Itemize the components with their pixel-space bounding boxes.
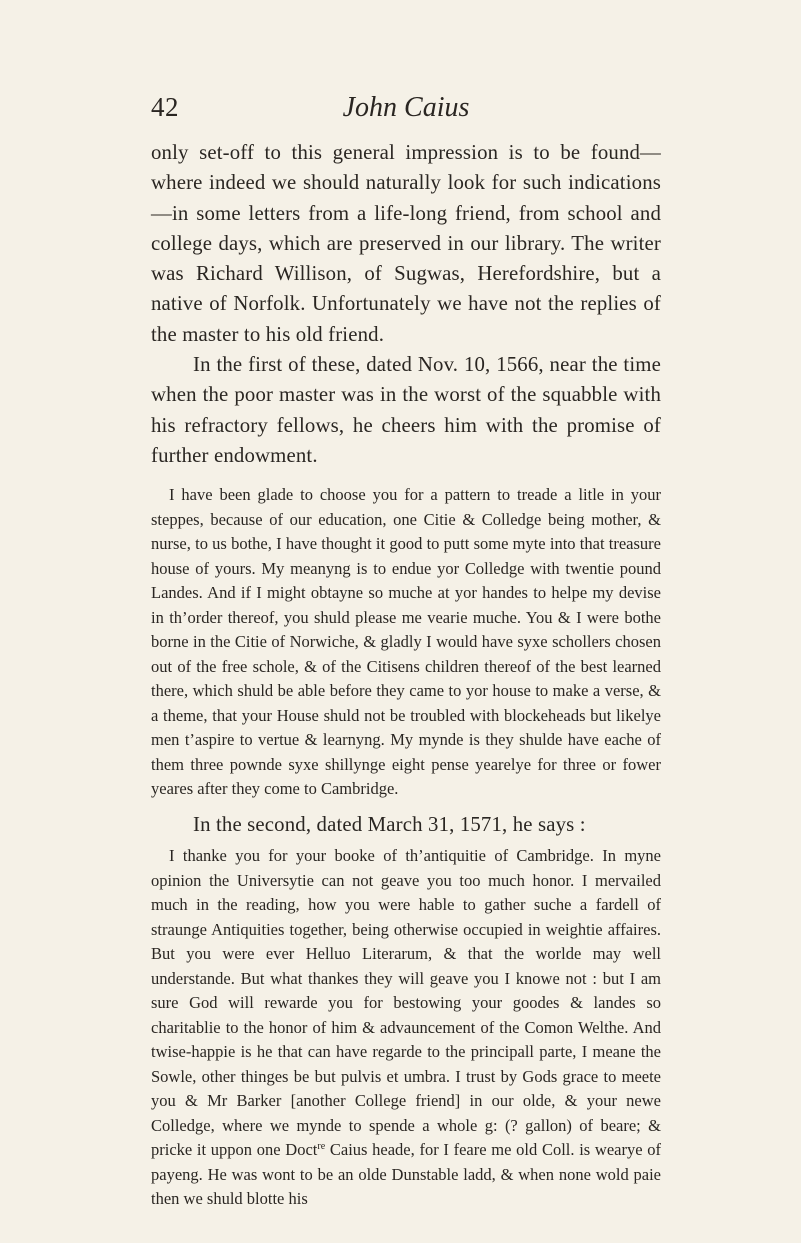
page-number: 42	[151, 92, 179, 122]
body-paragraph-2: In the first of these, dated Nov. 10, 1566, near the time when the poor master was in the worst of the squabble with his refractory fellows, he cheers him with the promise of further endowment.	[151, 353, 661, 467]
superscript-abbreviation: re	[317, 1141, 326, 1153]
body-paragraph-3: In the second, dated March 31, 1571, he says :	[193, 812, 586, 836]
letter-quote-2	[151, 844, 661, 1212]
letter-quote-1: I have been glade to choose you for a pattern to treade a litle in your steppes, because of our education, one Citie & Colledge being mother, & nurse, to us bothe, I have thought it good to putt some myte into that treasure house of yours. My meanyng is to endue yor Colledge with twentie pound Landes. And if I might obtayne so muche at yor handes to helpe my devise in th’order thereof, you shuld please me vearie muche. You & I were bothe borne in the Citie of Norwiche, & gladly I would have syxe schollers chosen out of the free schole, & of the Citisens children thereof of the best learned there, which shuld be able before they came to yor house to make a verse, & a theme, that your House shuld not be troubled with blockeheads but likelye men t’aspire to vertue & learnyng. My mynde is they shulde have eache of them three pownde syxe shillynge eight pense yearelye for three or fower yeares after they come to Cambridge.	[151, 485, 661, 799]
running-title: John Caius	[342, 92, 470, 123]
page-header	[151, 92, 661, 132]
letter-quote-2-part-2: Caius heade, for I feare me old Coll. is wearye of payeng. He was wont to be an olde Dunstable ladd, & when none wold paie then we shuld blotte his	[151, 1140, 661, 1209]
letter-quote-2-part-1: I thanke you for your booke of th’antiquitie of Cambridge. In myne opinion the Universytie can not geave you too much honor. I mervailed much in the reading, how you were hable to gather suche a fardell of straunge Antiquities together, being otherwise occupied in weightie affaires. But you were ever Helluo Literarum, & that the worlde may well understande. But what thankes they will geave you I knowe not : but I am sure God will rewarde you for bestowing your goodes & landes so charitablie to the honor of him & advauncement of the Comon Welthe. And twise-happie is he that can have regarde to the principall parte, I meane the Sowle, other thinges be but pulvis et umbra. I trust by Gods grace to meete you & Mr Barker [another College friend] in our olde, & your newe Colledge, where we mynde to spende a whole g: (? gallon) of beare; & pricke it uppon one Doct	[151, 846, 661, 1160]
page-body	[151, 138, 661, 1212]
body-paragraph-1: only set-off to this general impression is to be found—where indeed we should naturally look for such indications—in some letters from a life-long friend, from school and college days, which are preserved in our library. The writer was Richard Willison, of Sugwas, Herefordshire, but a native of Norfolk. Unfortunately we have not the replies of the master to his old friend.	[151, 141, 661, 346]
